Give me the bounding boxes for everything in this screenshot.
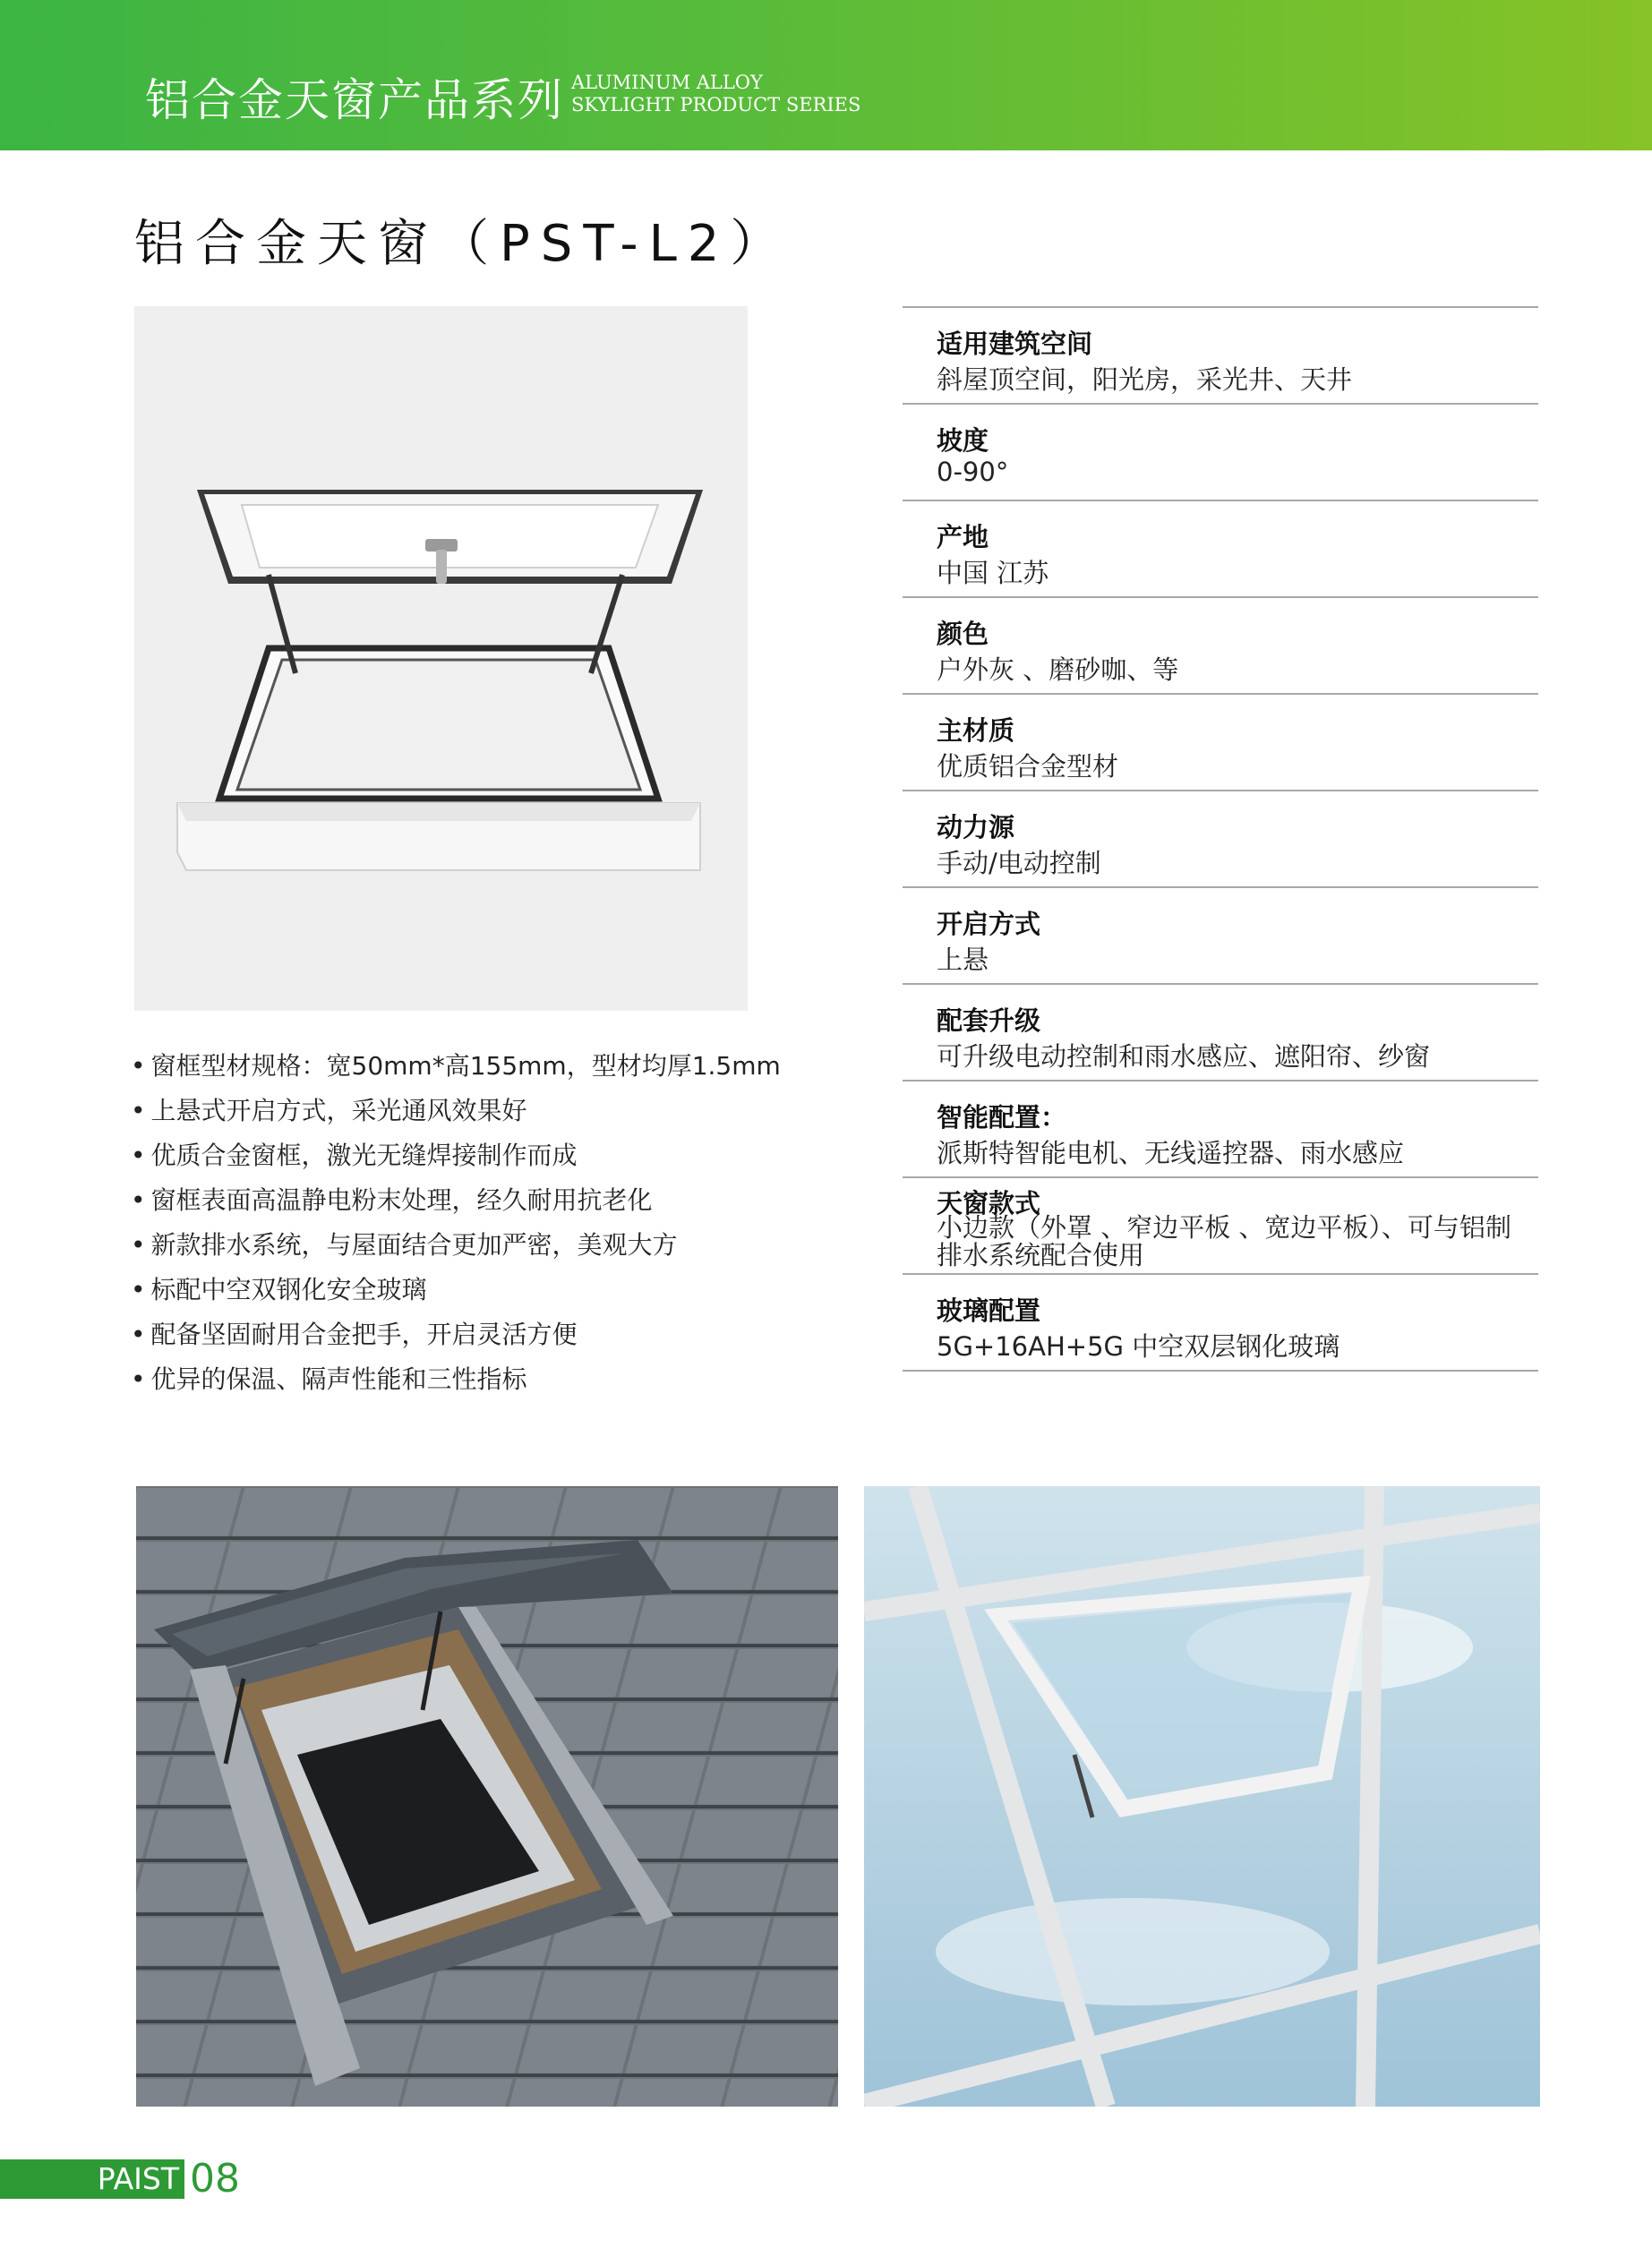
spec-row-building-space [903, 308, 1538, 405]
spec-label: 智能配置： [937, 1102, 1067, 1133]
spec-value: 上悬 [937, 945, 989, 975]
spec-label: 产地 [937, 522, 989, 552]
spec-row-glass [903, 1275, 1538, 1372]
spec-label: 配套升级 [937, 1005, 1041, 1036]
spec-value: 中国 江苏 [937, 558, 1049, 588]
spec-label: 主材质 [937, 715, 1015, 746]
spec-label: 开启方式 [937, 909, 1041, 939]
spec-label: 适用建筑空间 [937, 329, 1093, 359]
series-title-en-line1: ALUMINUM ALLOY [571, 72, 763, 93]
spec-row-smart [903, 1081, 1538, 1178]
spec-row-power [903, 791, 1538, 888]
page-number: 08 [190, 2156, 240, 2201]
product-image [134, 306, 748, 1011]
spec-value: 派斯特智能电机、无线遥控器、雨水感应 [937, 1138, 1405, 1168]
roof-skylight-photo [136, 1486, 838, 2107]
sunroom-skylight-photo [864, 1486, 1540, 2107]
spec-value: 0-90° [937, 457, 1009, 487]
spec-row-origin [903, 501, 1538, 598]
series-title-en-line2: SKYLIGHT PRODUCT SERIES [571, 94, 861, 115]
feature-list [131, 1044, 781, 1402]
page-header-banner [0, 0, 1652, 150]
series-title-en [571, 72, 860, 116]
spec-table [903, 306, 1538, 1372]
spec-row-color [903, 598, 1538, 695]
spec-value: 斜屋顶空间，阳光房，采光井、天井 [937, 364, 1353, 395]
spec-label: 颜色 [937, 619, 989, 649]
spec-value: 户外灰 、磨砂咖、等 [937, 654, 1179, 685]
spec-value: 优质铝合金型材 [937, 751, 1119, 782]
feature-item: • 新款排水系统，与屋面结合更加严密，美观大方 [131, 1223, 781, 1268]
spec-label: 动力源 [937, 812, 1015, 842]
footer-brand: PAIST [0, 2159, 184, 2199]
spec-label: 天窗款式 [937, 1188, 1041, 1218]
spec-value: 手动/电动控制 [937, 848, 1101, 878]
spec-value: 可升级电动控制和雨水感应、遮阳帘、纱窗 [937, 1041, 1431, 1072]
feature-item: • 优异的保温、隔声性能和三性指标 [131, 1357, 781, 1402]
series-title-cn: 铝合金天窗产品系列 [145, 74, 564, 126]
page-title: 铝合金天窗（PST-L2） [134, 215, 792, 273]
feature-item: • 窗框型材规格：宽50mm*高155mm，型材均厚1.5mm [131, 1044, 781, 1089]
spec-row-opening [903, 888, 1538, 985]
spec-row-upgrade [903, 985, 1538, 1081]
spec-row-style [903, 1178, 1538, 1275]
feature-item: • 标配中空双钢化安全玻璃 [131, 1268, 781, 1312]
spec-label: 坡度 [937, 425, 989, 456]
spec-label: 玻璃配置 [937, 1295, 1041, 1326]
feature-item: • 优质合金窗框，激光无缝焊接制作而成 [131, 1133, 781, 1178]
spec-row-material [903, 695, 1538, 791]
spec-row-slope [903, 405, 1538, 501]
feature-item: • 配备坚固耐用合金把手，开启灵活方便 [131, 1312, 781, 1357]
feature-item: • 上悬式开启方式，采光通风效果好 [131, 1089, 781, 1133]
spec-value: 5G+16AH+5G 中空双层钢化玻璃 [937, 1331, 1340, 1362]
feature-item: • 窗框表面高温静电粉末处理，经久耐用抗老化 [131, 1178, 781, 1223]
spec-value: 小边款（外罩 、窄边平板 、宽边平板）、可与铝制排水系统配合使用 [937, 1212, 1511, 1270]
